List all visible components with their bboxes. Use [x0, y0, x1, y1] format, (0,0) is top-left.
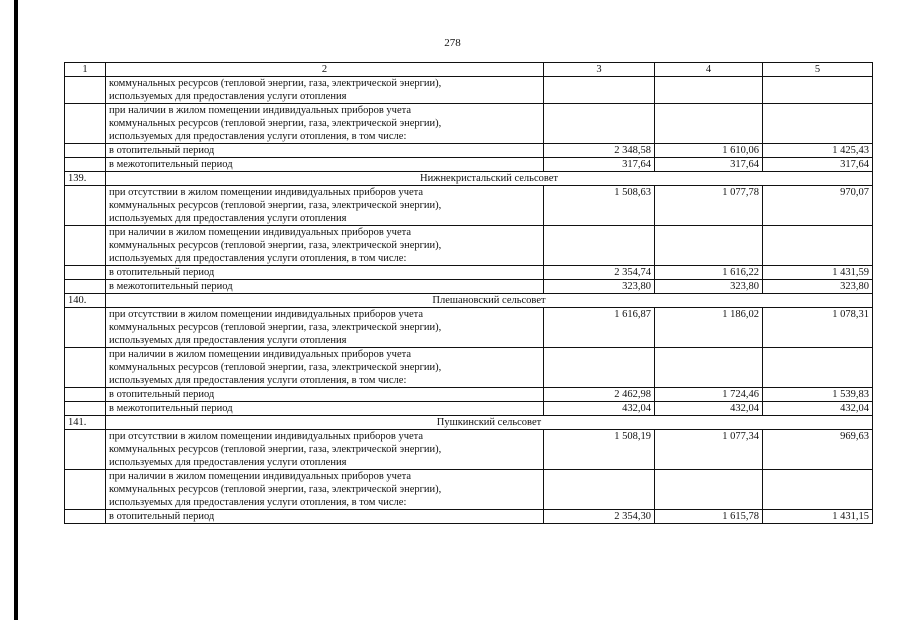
- header-cell-2: 2: [106, 63, 544, 77]
- description-line: коммунальных ресурсов (тепловой энергии, газа, электрической энергии),: [109, 444, 442, 455]
- section-title: Нижнекристальский сельсовет: [106, 172, 873, 186]
- description-line: используемых для предоставления услуги отопления, в том числе:: [109, 253, 407, 264]
- scan-edge-bar: [14, 0, 18, 620]
- table-row: [65, 186, 873, 226]
- description-cell: в отопительный период: [106, 144, 544, 158]
- description-line: используемых для предоставления услуги отопления: [109, 335, 347, 346]
- row-number: 141.: [65, 416, 106, 430]
- row-number-empty: [65, 470, 106, 510]
- row-number-empty: [65, 158, 106, 172]
- table-body: [65, 63, 873, 524]
- description-line: коммунальных ресурсов (тепловой энергии, газа, электрической энергии),: [109, 362, 442, 373]
- value-col-4: 1 724,46: [655, 388, 763, 402]
- description-line: при наличии в жилом помещении индивидуальных приборов учета: [109, 349, 411, 360]
- table-row: [65, 348, 873, 388]
- description-cell: в отопительный период: [106, 510, 544, 524]
- description-line: используемых для предоставления услуги отопления: [109, 91, 347, 102]
- description-cell: в отопительный период: [106, 388, 544, 402]
- value-col-4: 323,80: [655, 280, 763, 294]
- table-row: [65, 308, 873, 348]
- value-col-5: 969,63: [763, 430, 873, 470]
- row-number-empty: [65, 104, 106, 144]
- value-col-4: [655, 77, 763, 104]
- value-col-4: 1 610,06: [655, 144, 763, 158]
- row-number-empty: [65, 308, 106, 348]
- value-col-5: 1 078,31: [763, 308, 873, 348]
- value-col-5: [763, 348, 873, 388]
- description-line: используемых для предоставления услуги отопления: [109, 213, 347, 224]
- value-col-5: 1 431,59: [763, 266, 873, 280]
- value-col-4: [655, 226, 763, 266]
- section-row: [65, 294, 873, 308]
- row-number: 139.: [65, 172, 106, 186]
- row-number-empty: [65, 430, 106, 470]
- value-col-4: 1 077,78: [655, 186, 763, 226]
- header-cell-4: 4: [655, 63, 763, 77]
- value-col-3: 1 508,63: [544, 186, 655, 226]
- table-row: [65, 402, 873, 416]
- table-row: [65, 144, 873, 158]
- description-cell: [106, 470, 544, 510]
- description-line: коммунальных ресурсов (тепловой энергии, газа, электрической энергии),: [109, 200, 442, 211]
- description-cell: [106, 104, 544, 144]
- row-number-empty: [65, 402, 106, 416]
- value-col-5: 1 425,43: [763, 144, 873, 158]
- value-col-3: [544, 104, 655, 144]
- table-row: [65, 266, 873, 280]
- description-cell: [106, 430, 544, 470]
- value-col-3: 432,04: [544, 402, 655, 416]
- description-cell: [106, 308, 544, 348]
- description-line: при наличии в жилом помещении индивидуальных приборов учета: [109, 105, 411, 116]
- value-col-3: 2 354,74: [544, 266, 655, 280]
- description-line: используемых для предоставления услуги отопления: [109, 457, 347, 468]
- value-col-3: 323,80: [544, 280, 655, 294]
- table-row: [65, 430, 873, 470]
- value-col-3: 317,64: [544, 158, 655, 172]
- description-line: используемых для предоставления услуги отопления, в том числе:: [109, 131, 407, 142]
- description-line: коммунальных ресурсов (тепловой энергии, газа, электрической энергии),: [109, 78, 442, 89]
- value-col-5: 1 539,83: [763, 388, 873, 402]
- description-line: коммунальных ресурсов (тепловой энергии, газа, электрической энергии),: [109, 240, 442, 251]
- row-number-empty: [65, 266, 106, 280]
- description-cell: [106, 186, 544, 226]
- value-col-5: 1 431,15: [763, 510, 873, 524]
- page-number: 278: [444, 37, 461, 49]
- value-col-3: [544, 226, 655, 266]
- table-row: [65, 226, 873, 266]
- description-line: коммунальных ресурсов (тепловой энергии, газа, электрической энергии),: [109, 118, 442, 129]
- value-col-3: 2 348,58: [544, 144, 655, 158]
- value-col-5: 432,04: [763, 402, 873, 416]
- description-line: коммунальных ресурсов (тепловой энергии, газа, электрической энергии),: [109, 484, 442, 495]
- table-row: [65, 104, 873, 144]
- description-cell: [106, 77, 544, 104]
- description-line: при отсутствии в жилом помещении индивидуальных приборов учета: [109, 309, 424, 320]
- table-row: [65, 77, 873, 104]
- header-row: [65, 63, 873, 77]
- value-col-4: [655, 104, 763, 144]
- row-number-empty: [65, 388, 106, 402]
- description-line: используемых для предоставления услуги отопления, в том числе:: [109, 375, 407, 386]
- value-col-5: [763, 104, 873, 144]
- value-col-3: [544, 348, 655, 388]
- row-number-empty: [65, 186, 106, 226]
- header-cell-1: 1: [65, 63, 106, 77]
- row-number: 140.: [65, 294, 106, 308]
- description-cell: [106, 226, 544, 266]
- description-line: при отсутствии в жилом помещении индивидуальных приборов учета: [109, 431, 424, 442]
- row-number-empty: [65, 77, 106, 104]
- value-col-4: 1 615,78: [655, 510, 763, 524]
- value-col-3: 1 508,19: [544, 430, 655, 470]
- header-cell-5: 5: [763, 63, 873, 77]
- tariff-table: [64, 62, 873, 524]
- description-line: используемых для предоставления услуги отопления, в том числе:: [109, 497, 407, 508]
- row-number-empty: [65, 226, 106, 266]
- table-row: [65, 388, 873, 402]
- value-col-4: [655, 470, 763, 510]
- table-row: [65, 158, 873, 172]
- header-cell-3: 3: [544, 63, 655, 77]
- description-cell: в межотопительный период: [106, 402, 544, 416]
- value-col-5: [763, 470, 873, 510]
- value-col-5: [763, 226, 873, 266]
- value-col-4: [655, 348, 763, 388]
- table-row: [65, 470, 873, 510]
- row-number-empty: [65, 510, 106, 524]
- value-col-4: 1 186,02: [655, 308, 763, 348]
- description-cell: [106, 348, 544, 388]
- section-title: Пушкинский сельсовет: [106, 416, 873, 430]
- table-row: [65, 280, 873, 294]
- value-col-5: 970,07: [763, 186, 873, 226]
- value-col-4: 432,04: [655, 402, 763, 416]
- description-cell: в отопительный период: [106, 266, 544, 280]
- description-line: коммунальных ресурсов (тепловой энергии, газа, электрической энергии),: [109, 322, 442, 333]
- value-col-4: 1 616,22: [655, 266, 763, 280]
- value-col-3: 2 354,30: [544, 510, 655, 524]
- value-col-4: 317,64: [655, 158, 763, 172]
- section-title: Плешановский сельсовет: [106, 294, 873, 308]
- description-cell: в межотопительный период: [106, 280, 544, 294]
- row-number-empty: [65, 348, 106, 388]
- value-col-4: 1 077,34: [655, 430, 763, 470]
- value-col-3: [544, 77, 655, 104]
- value-col-5: [763, 77, 873, 104]
- section-row: [65, 416, 873, 430]
- value-col-5: 323,80: [763, 280, 873, 294]
- description-cell: в межотопительный период: [106, 158, 544, 172]
- section-row: [65, 172, 873, 186]
- row-number-empty: [65, 144, 106, 158]
- row-number-empty: [65, 280, 106, 294]
- description-line: при наличии в жилом помещении индивидуальных приборов учета: [109, 471, 411, 482]
- description-line: при отсутствии в жилом помещении индивидуальных приборов учета: [109, 187, 424, 198]
- value-col-3: 2 462,98: [544, 388, 655, 402]
- description-line: при наличии в жилом помещении индивидуальных приборов учета: [109, 227, 411, 238]
- value-col-3: [544, 470, 655, 510]
- table-row: [65, 510, 873, 524]
- value-col-3: 1 616,87: [544, 308, 655, 348]
- value-col-5: 317,64: [763, 158, 873, 172]
